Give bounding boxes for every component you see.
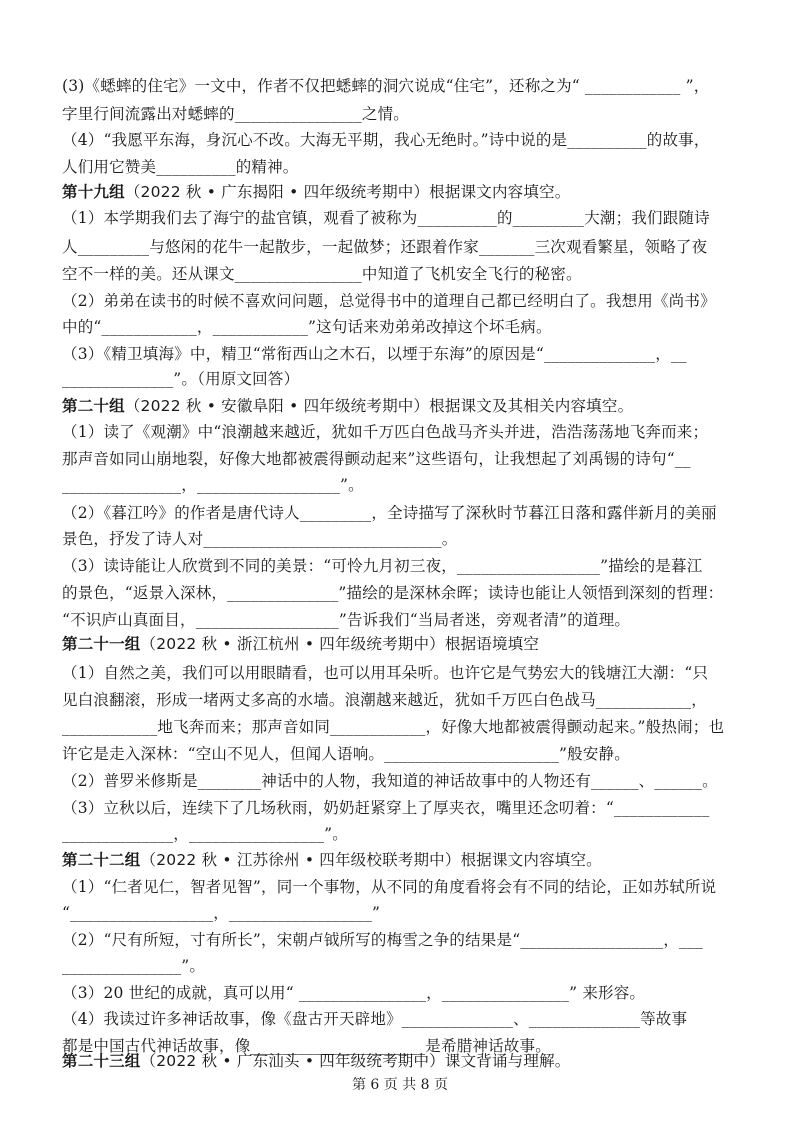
text-line: 字里行间流露出对蟋蟀的________________之情。 [62, 105, 410, 123]
section-heading-20 [62, 395, 742, 417]
group-detail: （2022 秋 • 广东揭阳 • 四年级统考期中）根据课文内容填空。 [124, 183, 571, 201]
text-line: _______________”。 [62, 957, 206, 975]
text-line: 那声音如同山崩地裂，好像大地都被震得颤动起来”这些语句，让我想起了刘禹锡的诗句“__ [62, 450, 691, 468]
text-line: ______________，_________________”。 [62, 825, 348, 843]
group-title: 第十九组 [62, 183, 125, 201]
section-heading-22 [62, 849, 742, 871]
section-heading-19 [62, 181, 742, 203]
group-detail: （2022 秋 • 江苏徐州 • 四年级校联考期中）根据课文内容填空。 [140, 851, 602, 869]
section-heading-23 [62, 1050, 742, 1072]
text-line: （2）普罗米修斯是________神话中的人物，我知道的神话故事中的人物还有______、______。 [62, 772, 718, 790]
text-line: 都是中国古代神话故事，像______________________是希腊神话故事。 [62, 1037, 551, 1055]
text-line: （3）立秋以后，连续下了几场秋雨，奶奶赶紧穿上了厚夹衣，嘴里还念叨着：“____________ [62, 799, 710, 817]
text-line: （3）20 世纪的成就，真可以用“ ________________，________________” 来形容。 [62, 984, 646, 1002]
text-line: ______________”。（用原文回答） [62, 370, 300, 388]
text-line: “__________________，__________________” [62, 904, 381, 922]
section-heading-21 [62, 633, 742, 655]
text-line: _______________，__________________”。 [62, 476, 364, 494]
text-line: （4）我读过许多神话故事，像《盘古开天辟地》______________、______________等故事 [62, 1010, 688, 1028]
group-detail: （2022 秋 • 浙江杭州 • 四年级统考期中）根据语境填空 [140, 635, 540, 653]
text-line: 景色，抒发了诗人对______________________________。 [62, 530, 458, 548]
group-title: 第二十一组 [62, 635, 141, 653]
text-line: （1）自然之美，我们可以用眼睛看，也可以用耳朵听。也许它是气势宏大的钱塘江大潮：“只 [62, 664, 709, 682]
text-line: 空不一样的美。还从课文________________中知道了飞机安全飞行的秘密。 [62, 265, 582, 283]
text-line: （1）“仁者见仁，智者见智”，同一个事物，从不同的角度看将会有不同的结论，正如苏轼所说 [62, 878, 717, 896]
text-line: （2）弟弟在读书的时候不喜欢问问题，总觉得书中的道理自己都已经明白了。我想用《尚书》 [62, 292, 716, 310]
text-line: （2）《暮江吟》的作者是唐代诗人_________，全诗描写了深秋时节暮江日落和露伴新月的美丽 [62, 504, 717, 522]
text-line: （4）“我愿平东海，身沉心不改。大海无平期，我心无绝时。”诗中说的是__________的故事， [62, 131, 710, 149]
text-line: “不识庐山真面目，__________________”告诉我们“当局者迷，旁观者清”的道理。 [62, 611, 631, 629]
group-title: 第二十二组 [62, 851, 141, 869]
page-footer: 第 6 页 共 8 页 [351, 1077, 449, 1093]
text-line: ____________地飞奔而来；那声音如同____________，好像大地都被震得颤动起来。”般热闹；也 [62, 718, 725, 736]
text-line: （3）《精卫填海》中，精卫“常衔西山之木石，以堙于东海”的原因是“______________，__ [62, 345, 687, 363]
text-line: （1）读了《观潮》中“浪潮越来越近，犹如千万匹白色战马齐头并进，浩浩荡荡地飞奔而来； [62, 423, 709, 441]
text-line: 人们用它赞美__________的精神。 [62, 158, 299, 176]
text-line: （2）“尺有所短，寸有所长”，宋朝卢钺所写的梅雪之争的结果是“__________________，___ [62, 931, 703, 949]
text-line: （3）读诗能让人欣赏到不同的美景：“可怜九月初三夜，__________________”描绘的是暮江 [62, 557, 703, 575]
text-line: 的景色，“返景入深林，______________”描绘的是深林余晖；读诗也能让人领悟到深刻的哲理： [62, 584, 724, 602]
group-title: 第二十三组 [62, 1052, 141, 1070]
text-line: 人_________与悠闲的花牛一起散步，一起做梦；还跟着作家_______三次观看繁星，领略了夜 [62, 238, 708, 256]
text-line: (3)《蟋蟀的住宅》一文中，作者不仅把蟋蟀的洞穴说成“住宅”，还称之为“ ____________ ”， [62, 77, 710, 95]
group-detail: （2022 秋 • 广东汕头 • 四年级统考期中）课文背诵与理解。 [140, 1052, 571, 1070]
text-line: （1）本学期我们去了海宁的盐官镇，观看了被称为__________的_________大潮；我们跟随诗 [62, 209, 710, 227]
text-line: 许它是走入深林：“空山不见人，但闻人语响。______________________”般安静。 [62, 745, 630, 763]
text-line: 见白浪翻滚，形成一堵两丈多高的水墙。浪潮越来越近，犹如千万匹白色战马____________， [62, 691, 707, 709]
text-line: 中的“____________，____________”这句话来劝弟弟改掉这个坏毛病。 [62, 318, 552, 336]
group-detail: （2022 秋 • 安徽阜阳 • 四年级统考期中）根据课文及其相关内容填空。 [124, 397, 634, 415]
group-title: 第二十组 [62, 397, 125, 415]
